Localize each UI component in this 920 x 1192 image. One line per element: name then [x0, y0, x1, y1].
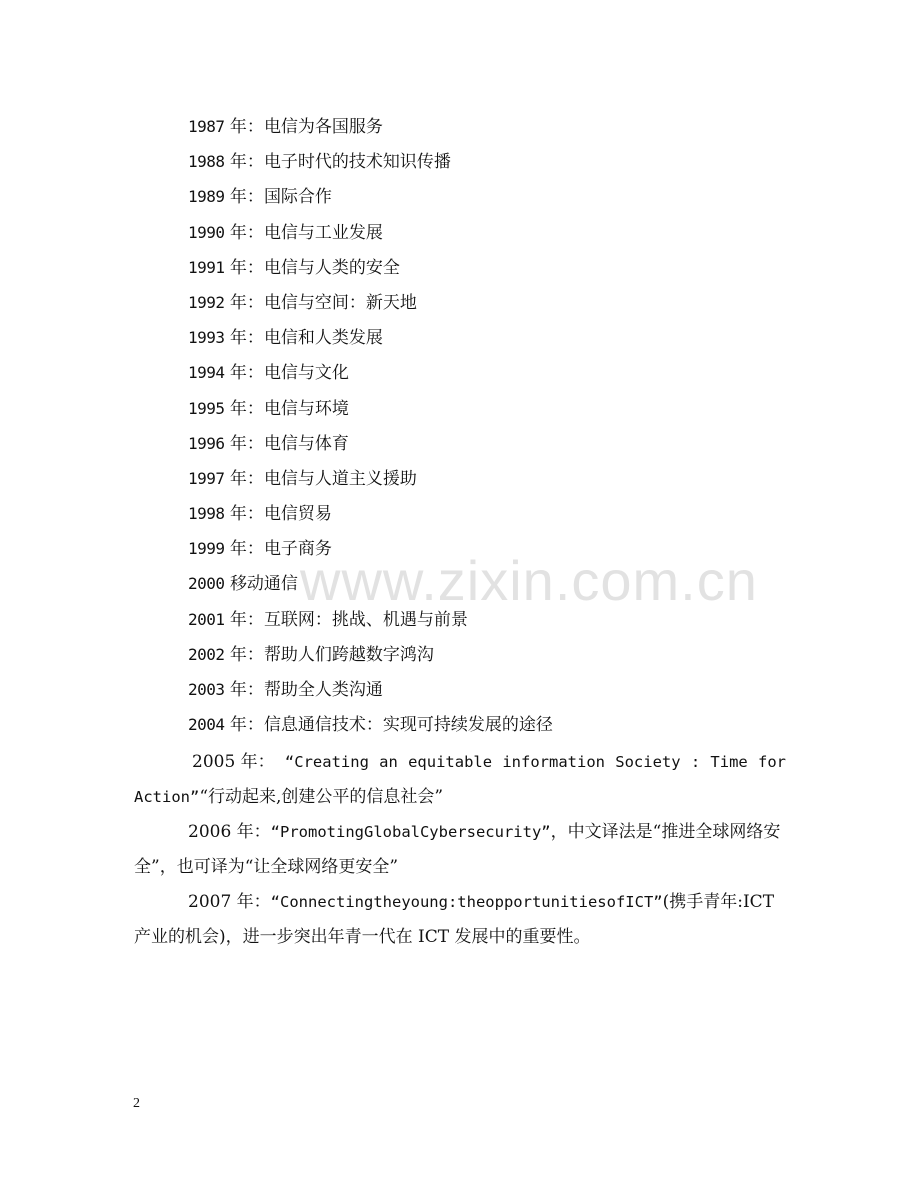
theme-text: 信息通信技术：实现可持续发展的途径	[263, 715, 553, 736]
year-separator: 年：	[224, 398, 264, 419]
year-number: 1996	[188, 433, 225, 453]
year-separator: 年：	[224, 433, 264, 454]
theme-text: 电信和人类发展	[263, 328, 383, 349]
year-number: 2003	[188, 680, 225, 699]
theme-text: 电信与工业发展	[263, 222, 383, 243]
year-separator: 年：	[224, 539, 264, 560]
year-separator: 年：	[224, 292, 264, 313]
year-entry	[188, 149, 553, 184]
theme-text: 电信贸易	[263, 504, 332, 525]
chinese-translation: ，中文译法是“推进全球网络安全”，也可译为“让全球网络更安全”	[134, 822, 781, 877]
year-separator: 年：	[224, 187, 264, 208]
year-separator: 年：	[224, 328, 264, 349]
theme-text: 国际合作	[263, 187, 332, 208]
year-separator: 年：	[224, 468, 264, 489]
paragraph-2006	[134, 815, 786, 885]
theme-text: 电信与人道主义援助	[263, 468, 417, 489]
theme-text: 电信为各国服务	[263, 117, 383, 137]
year-number: 2002	[188, 644, 225, 664]
year-entry	[188, 677, 553, 712]
chinese-theme: “行动起来,创建公平的信息社会”	[199, 787, 444, 807]
year-entry	[188, 396, 553, 431]
year-separator: 年：	[224, 609, 264, 630]
english-theme-word: equitable	[408, 753, 493, 771]
year-entry	[188, 325, 553, 360]
year-entry	[188, 114, 553, 149]
page-number: 2	[133, 1096, 140, 1111]
theme-text: 互联网：挑战、机遇与前景	[263, 609, 468, 630]
year-number: 1992	[188, 292, 225, 312]
theme-text: 帮助人们跨越数字鸿沟	[263, 644, 434, 665]
year-label: 2005 年：	[192, 752, 275, 772]
year-number: 1990	[188, 222, 225, 242]
english-theme-word: for	[758, 753, 786, 771]
year-separator: 年：	[224, 504, 264, 525]
year-label: 2006 年：	[188, 822, 271, 842]
year-entry	[188, 255, 553, 290]
paragraph-2005-line2	[134, 780, 786, 815]
year-number: 1987	[188, 117, 225, 136]
year-number: 2001	[188, 609, 225, 629]
english-theme-word: Time	[710, 753, 748, 771]
paragraph-2005	[134, 745, 786, 815]
year-separator: 年：	[224, 257, 264, 278]
year-entry	[188, 712, 553, 747]
year-number: 1991	[188, 257, 225, 277]
year-entry	[188, 466, 553, 501]
english-theme-word: :	[690, 753, 701, 771]
year-label: 2007 年：	[188, 892, 271, 912]
theme-text: 移动通信	[229, 574, 298, 595]
year-entry	[188, 571, 553, 606]
year-number: 1993	[188, 328, 225, 348]
english-theme-word: an	[379, 753, 398, 771]
english-theme-word: “Creating	[284, 753, 369, 771]
year-separator: 年：	[224, 715, 264, 736]
year-number: 1999	[188, 539, 225, 559]
theme-text: 电信与体育	[263, 433, 349, 454]
year-entry	[188, 184, 553, 219]
year-number: 1997	[188, 468, 225, 488]
year-separator: 年：	[224, 117, 264, 137]
watermark: www.zixin.com.cn	[300, 549, 758, 612]
year-entry	[188, 220, 553, 255]
english-theme: “PromotingGlobalCybersecurity”	[270, 823, 551, 841]
year-entry	[188, 501, 553, 536]
year-separator: 年：	[224, 644, 264, 665]
year-entry	[188, 360, 553, 395]
chinese-translation: (携手青年:ICT 产业的机会)，进一步突出年青一代在 ICT 发展中的重要性。	[134, 892, 775, 947]
year-entry	[188, 642, 553, 677]
year-number: 1994	[188, 363, 225, 383]
year-entry	[188, 431, 553, 466]
year-separator: 年：	[224, 152, 264, 173]
year-number: 1989	[188, 187, 225, 207]
english-theme: Action”	[134, 788, 200, 806]
english-theme-word: Society	[615, 753, 681, 771]
year-number: 2004	[188, 715, 225, 735]
theme-text: 帮助全人类沟通	[263, 680, 383, 700]
year-number: 2000	[188, 574, 225, 594]
theme-text: 电子时代的技术知识传播	[263, 152, 451, 173]
theme-text: 电子商务	[263, 539, 332, 560]
year-number: 1988	[188, 152, 225, 172]
year-number: 1998	[188, 504, 225, 524]
paragraph-2005-line1	[134, 745, 786, 780]
english-theme: “Connectingtheyoung:theopportunitiesofICT”	[270, 893, 663, 911]
theme-text: 电信与环境	[263, 398, 349, 419]
theme-text: 电信与文化	[263, 363, 349, 384]
year-separator: 年：	[224, 222, 264, 243]
english-theme-word: information	[502, 753, 605, 771]
year-separator: 年：	[224, 680, 264, 700]
theme-text: 电信与人类的安全	[263, 257, 400, 278]
year-entry	[188, 536, 553, 571]
year-number: 1995	[188, 398, 225, 418]
year-separator: 年：	[224, 363, 264, 384]
year-entry	[188, 290, 553, 325]
year-entry	[188, 607, 553, 642]
theme-year-list	[188, 114, 553, 747]
theme-text: 电信与空间：新天地	[263, 292, 417, 313]
paragraph-2007	[134, 885, 786, 955]
